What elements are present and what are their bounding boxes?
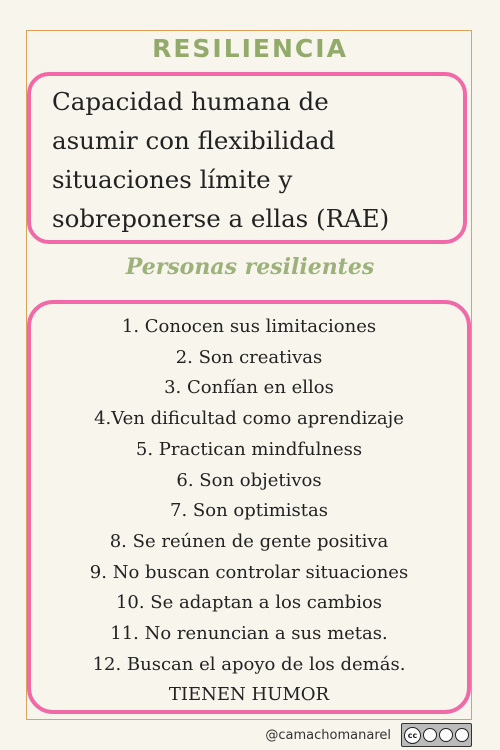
definition-line: situaciones límite y bbox=[52, 165, 293, 194]
definition-line: sobreponerse a ellas (RAE) bbox=[52, 204, 390, 233]
footer bbox=[265, 723, 472, 747]
list-item: 6. Son objetivos bbox=[176, 469, 322, 491]
list-item: 2. Son creativas bbox=[175, 346, 323, 368]
list-item: 9. No buscan controlar situaciones bbox=[89, 561, 409, 583]
list-item: 7. Son optimistas bbox=[170, 500, 328, 522]
definition-line: Capacidad humana de bbox=[52, 87, 329, 116]
creative-commons-by-nc-sa-icon bbox=[401, 723, 472, 747]
list-item: 5. Practican mindfulness bbox=[135, 438, 363, 460]
section-subtitle: Personas resilientes bbox=[125, 254, 375, 280]
definition-line: asumir con flexibilidad bbox=[52, 126, 336, 155]
traits-list bbox=[27, 312, 471, 711]
list-item: 12. Buscan el apoyo de los demás. bbox=[92, 653, 406, 675]
list-item: 4.Ven dificultad como aprendizaje bbox=[94, 408, 404, 430]
nc-icon bbox=[439, 728, 453, 742]
page-title: RESILIENCIA bbox=[152, 34, 348, 63]
sa-icon bbox=[455, 728, 469, 742]
list-item: 1. Conocen sus limitaciones bbox=[121, 316, 377, 337]
cc-icon: cc bbox=[404, 727, 421, 744]
list-item: 8. Se reúnen de gente positiva bbox=[109, 530, 389, 552]
list-item: 10. Se adaptan a los cambios bbox=[115, 592, 383, 614]
list-item-humor: TIENEN HUMOR bbox=[168, 684, 330, 706]
list-item: 11. No renuncian a sus metas. bbox=[110, 623, 388, 645]
author-handle: @camachomanarel bbox=[265, 727, 391, 743]
definition-text bbox=[52, 82, 462, 238]
by-icon bbox=[423, 728, 437, 742]
list-item: 3. Confían en ellos bbox=[164, 377, 334, 399]
